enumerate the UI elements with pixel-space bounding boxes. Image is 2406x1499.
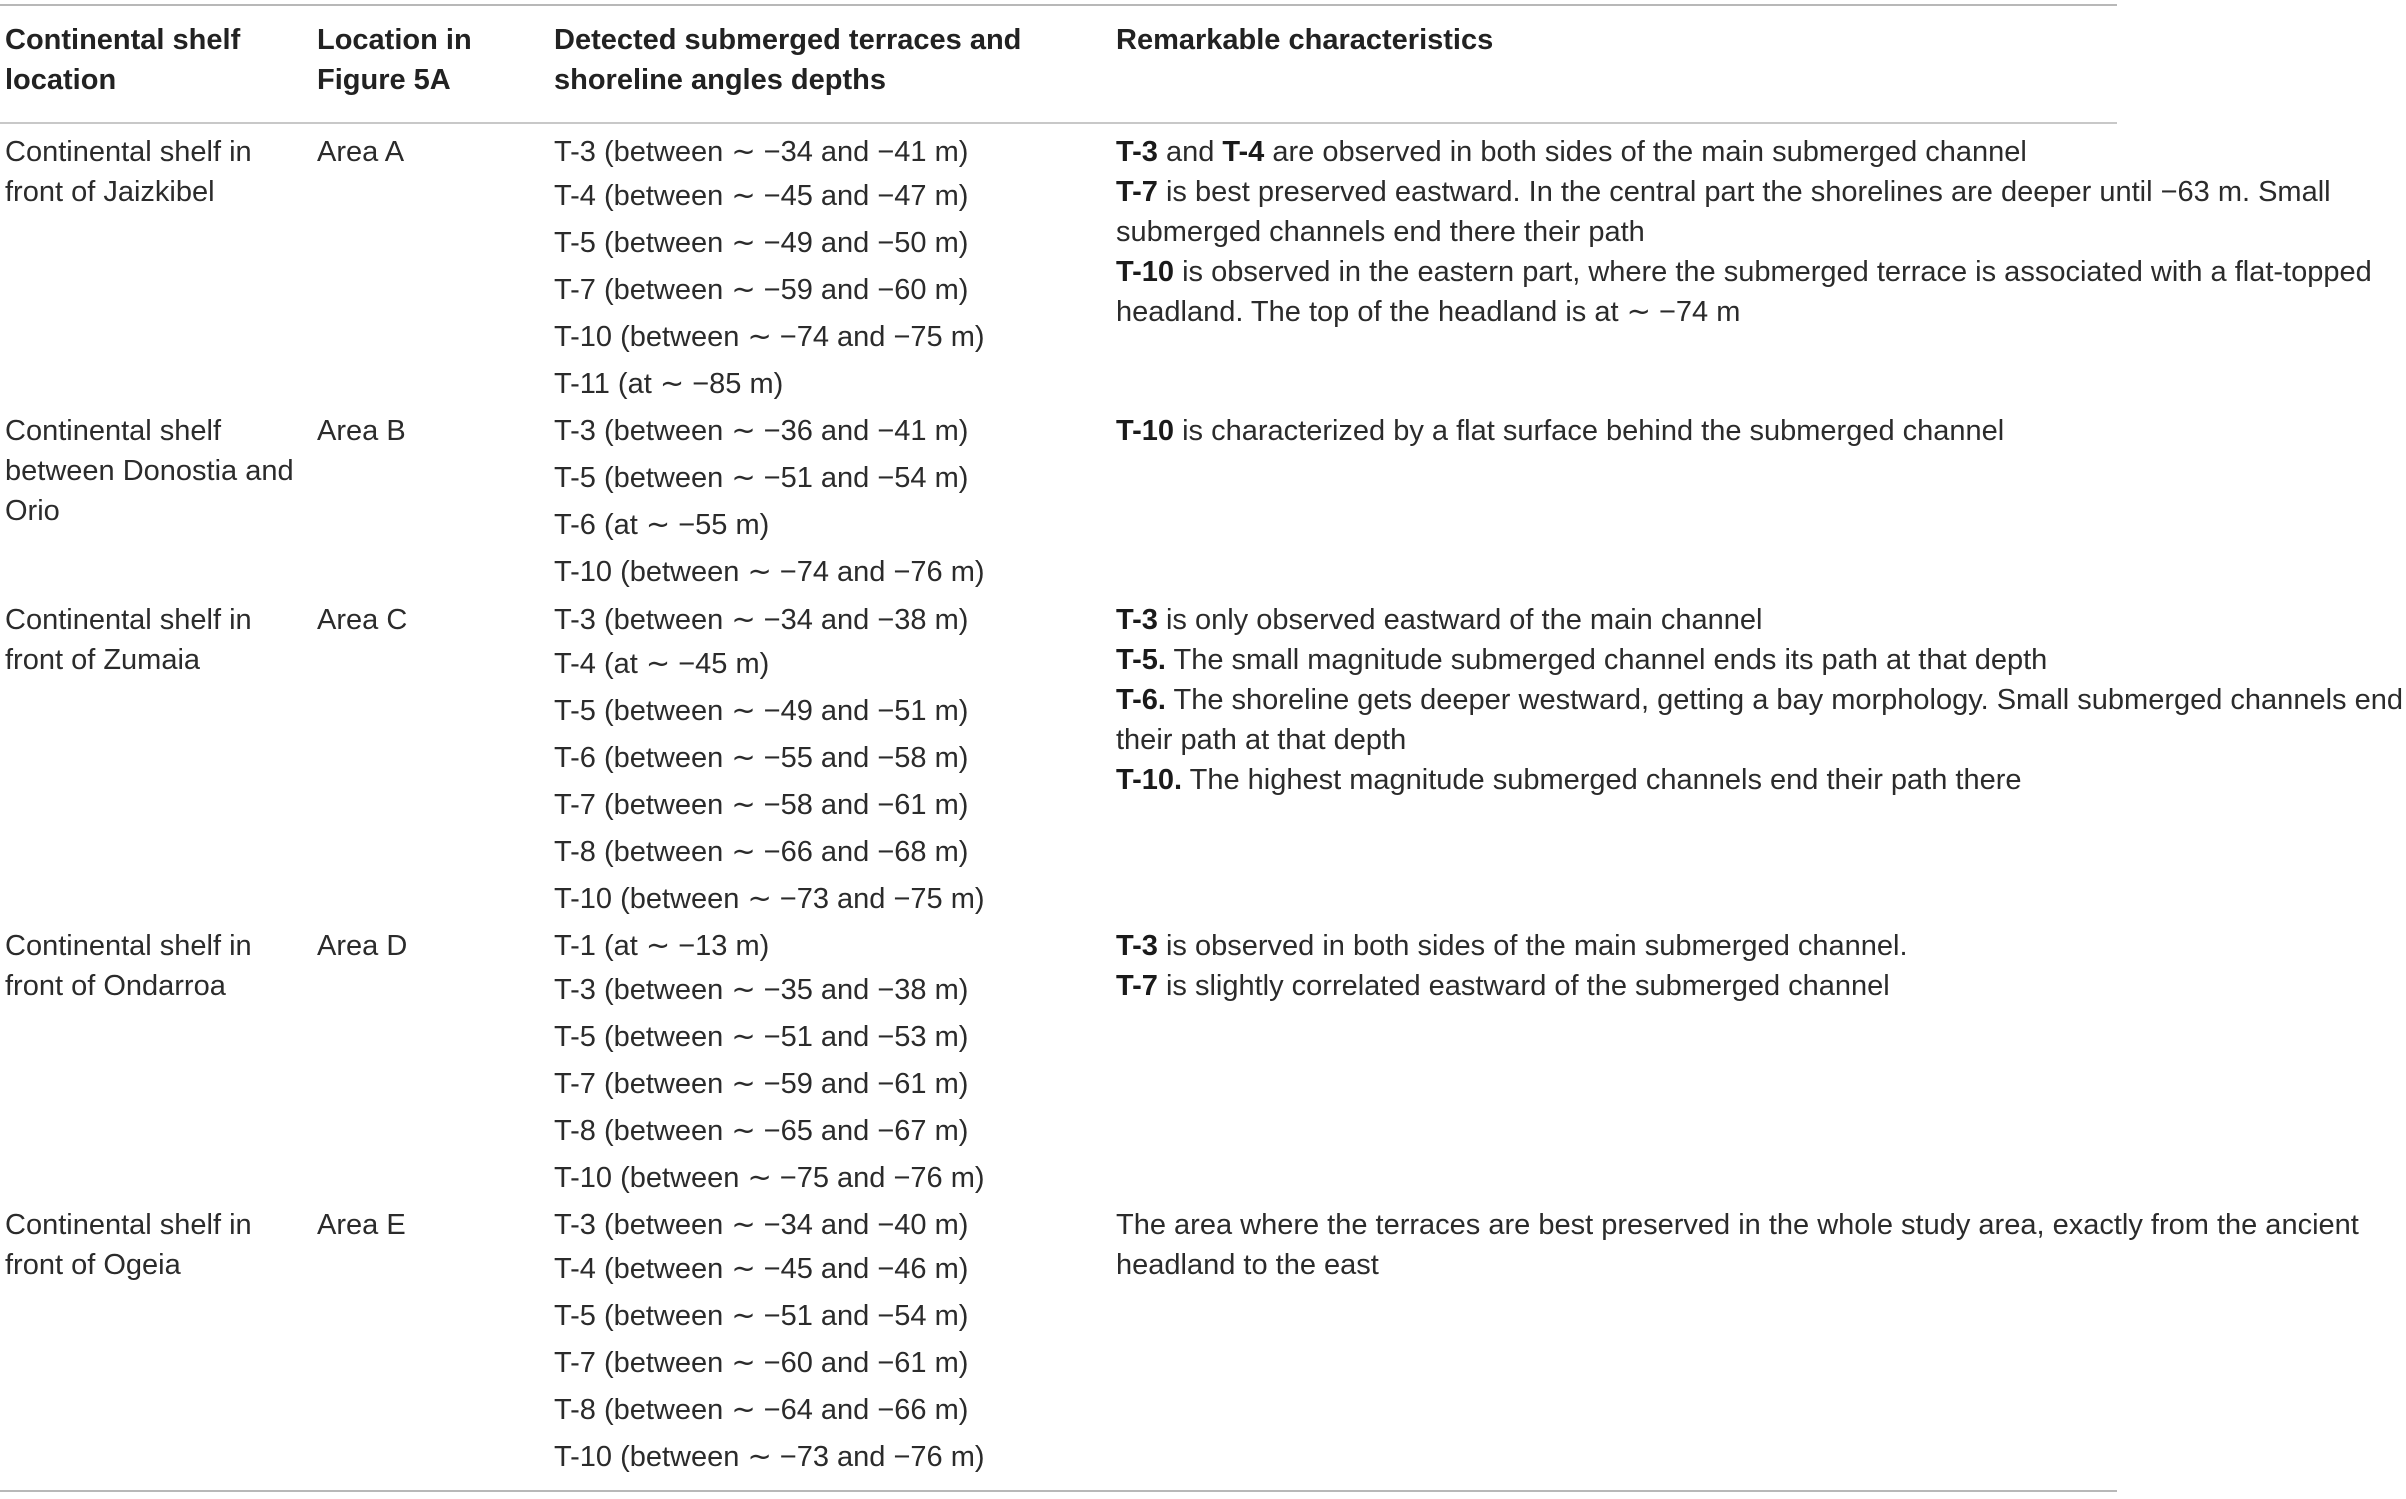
depth-entry: T-11 (at ∼ −85 m) [554, 368, 784, 400]
depth-entry: T-6 (at ∼ −55 m) [554, 509, 770, 541]
depth-entry: T-5 (between ∼ −49 and −50 m) [554, 227, 969, 259]
row-area: Area C [317, 604, 408, 636]
table-bottom-rule [0, 1490, 2117, 1492]
row-area: Area E [317, 1209, 406, 1241]
depth-entry: T-8 (between ∼ −64 and −66 m) [554, 1394, 969, 1426]
remark-line: T-6. The shoreline gets deeper westward, getting a bay morphology. Small submerged channels end their path at that depth [1116, 684, 2403, 756]
row-area: Area A [317, 136, 405, 168]
depth-entry: T-3 (between ∼ −34 and −38 m) [554, 604, 969, 636]
row-area: Area B [317, 415, 406, 447]
depth-entry: T-6 (between ∼ −55 and −58 m) [554, 742, 969, 774]
header-figure: Location in Figure 5A [317, 24, 472, 96]
depth-entry: T-5 (between ∼ −51 and −54 m) [554, 462, 969, 494]
row-location: Continental shelf in front of Ondarroa [5, 930, 252, 1002]
depth-entry: T-3 (between ∼ −34 and −41 m) [554, 136, 969, 168]
depth-entry: T-3 (between ∼ −34 and −40 m) [554, 1209, 969, 1241]
depth-entry: T-8 (between ∼ −65 and −67 m) [554, 1115, 969, 1147]
row-remarks [1116, 411, 2406, 451]
remark-line: T-10 is observed in the eastern part, where the submerged terrace is associated with a flat-topped headland. The top of the headland is at ∼ −74 m [1116, 256, 2372, 328]
depth-entry: T-3 (between ∼ −36 and −41 m) [554, 415, 969, 447]
depth-entry: T-10 (between ∼ −73 and −76 m) [554, 1441, 985, 1473]
depth-entry: T-7 (between ∼ −59 and −61 m) [554, 1068, 969, 1100]
depth-entry: T-1 (at ∼ −13 m) [554, 930, 770, 962]
remark-line: T-10 is characterized by a flat surface behind the submerged channel [1116, 415, 2005, 447]
remark-line: T-7 is slightly correlated eastward of the submerged channel [1116, 970, 1890, 1002]
row-remarks [1116, 926, 2406, 1006]
table-top-rule [0, 4, 2117, 6]
row-location: Continental shelf in front of Jaizkibel [5, 136, 252, 208]
row-remarks [1116, 132, 2406, 332]
row-remarks [1116, 600, 2406, 800]
remark-line: T-10. The highest magnitude submerged channels end their path there [1116, 764, 2022, 796]
depth-entry: T-4 (at ∼ −45 m) [554, 648, 770, 680]
depth-entry: T-7 (between ∼ −60 and −61 m) [554, 1347, 969, 1379]
row-location: Continental shelf between Donostia and Orio [5, 415, 294, 527]
depth-entry: T-7 (between ∼ −58 and −61 m) [554, 789, 969, 821]
depth-entry: T-10 (between ∼ −74 and −75 m) [554, 321, 985, 353]
depth-entry: T-3 (between ∼ −35 and −38 m) [554, 974, 969, 1006]
remark-line: The area where the terraces are best preserved in the whole study area, exactly from the ancient headland to the east [1116, 1209, 2359, 1281]
remark-line: T-7 is best preserved eastward. In the central part the shorelines are deeper until −63 m. Small submerged channels end there their path [1116, 176, 2331, 248]
depth-entry: T-10 (between ∼ −74 and −76 m) [554, 556, 985, 588]
depth-entry: T-8 (between ∼ −66 and −68 m) [554, 836, 969, 868]
depth-entry: T-7 (between ∼ −59 and −60 m) [554, 274, 969, 306]
row-location: Continental shelf in front of Zumaia [5, 604, 252, 676]
row-remarks [1116, 1205, 2406, 1285]
remark-line: T-3 and T-4 are observed in both sides of the main submerged channel [1116, 136, 2027, 168]
depth-entry: T-10 (between ∼ −73 and −75 m) [554, 883, 985, 915]
header-rule [0, 122, 2117, 124]
remark-line: T-3 is only observed eastward of the main channel [1116, 604, 1763, 636]
header-depths: Detected submerged terraces and shoreline angles depths [554, 24, 1022, 96]
depth-entry: T-5 (between ∼ −51 and −54 m) [554, 1300, 969, 1332]
remark-line: T-3 is observed in both sides of the main submerged channel. [1116, 930, 1908, 962]
header-remarks: Remarkable characteristics [1116, 24, 1494, 56]
depth-entry: T-10 (between ∼ −75 and −76 m) [554, 1162, 985, 1194]
row-location: Continental shelf in front of Ogeia [5, 1209, 252, 1281]
depth-entry: T-5 (between ∼ −49 and −51 m) [554, 695, 969, 727]
header-location: Continental shelf location [5, 24, 241, 96]
remark-line: T-5. The small magnitude submerged channel ends its path at that depth [1116, 644, 2048, 676]
depth-entry: T-5 (between ∼ −51 and −53 m) [554, 1021, 969, 1053]
depth-entry: T-4 (between ∼ −45 and −47 m) [554, 180, 969, 212]
depth-entry: T-4 (between ∼ −45 and −46 m) [554, 1253, 969, 1285]
row-area: Area D [317, 930, 408, 962]
